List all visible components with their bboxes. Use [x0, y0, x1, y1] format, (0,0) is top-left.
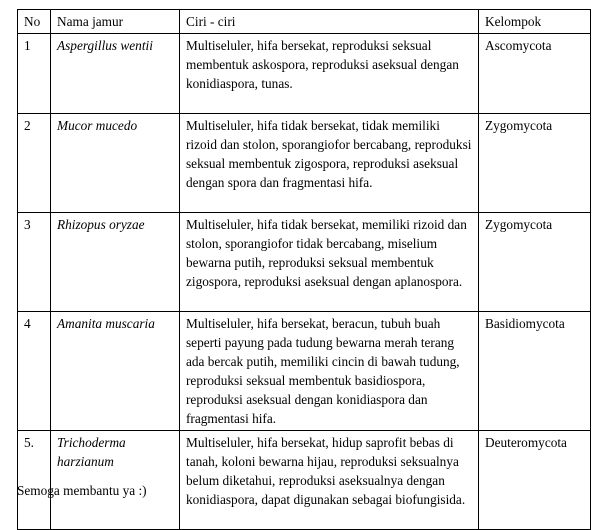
cell-ciri-ciri-value: Multiseluler, hifa bersekat, hidup saprofit bebas di tanah, koloni bewarna hijau, reproduksi seksualnya belum diketahui, reproduksi aseksualnya dengan konidiaspora, dapat digunakan sebagai biofungisida.	[186, 435, 466, 507]
cell-kelompok-value: Deuteromycota	[485, 435, 567, 450]
cell-ciri-ciri-value: Multiseluler, hifa tidak bersekat, memiliki rizoid dan stolon, sporangiofor tidak bercabang, miselium bewarna putih, reproduksi seksual membentuk zigospora, reproduksi aseksual dengan aplanospora.	[186, 217, 467, 289]
cell-nama-jamur-value: Mucor mucedo	[57, 118, 138, 133]
table-row	[18, 312, 591, 431]
cell-no-value: 3	[24, 217, 31, 232]
cell-kelompok	[479, 312, 591, 431]
cell-no-value: 1	[24, 38, 31, 53]
table-row	[18, 114, 591, 213]
cell-nama-jamur-value: Amanita muscaria	[57, 316, 155, 331]
column-header-no	[18, 10, 51, 34]
cell-nama-jamur-value: Rhizopus oryzae	[57, 217, 145, 232]
table-header-row	[18, 10, 591, 34]
cell-kelompok-value: Ascomycota	[485, 38, 552, 53]
cell-no-value: 4	[24, 316, 31, 331]
cell-kelompok-value: Zygomycota	[485, 217, 553, 232]
cell-no	[18, 431, 51, 530]
cell-no	[18, 114, 51, 213]
cell-nama-jamur-value: Aspergillus wentii	[57, 38, 153, 53]
footer-note: Semoga membantu ya :)	[17, 483, 147, 498]
cell-nama-jamur	[51, 213, 180, 312]
column-header-ciri-ciri-label: Ciri - ciri	[186, 14, 236, 29]
cell-kelompok	[479, 34, 591, 114]
fungi-characteristics-table	[17, 9, 591, 530]
cell-nama-jamur	[51, 114, 180, 213]
cell-nama-jamur	[51, 34, 180, 114]
cell-kelompok	[479, 114, 591, 213]
column-header-no-label: No	[24, 14, 41, 29]
cell-ciri-ciri	[180, 114, 479, 213]
table-row	[18, 431, 591, 530]
cell-ciri-ciri-value: Multiseluler, hifa bersekat, beracun, tubuh buah seperti payung pada tudung bewarna merah terang ada bercak putih, memiliki cincin di bawah tudung, reproduksi seksual membentuk basidiospora, reproduksi aseksual dengan konidiaspora dan fragmentasi hifa.	[186, 316, 460, 426]
cell-no	[18, 34, 51, 114]
table-row	[18, 213, 591, 312]
column-header-nama-jamur-label: Nama jamur	[57, 14, 124, 29]
cell-ciri-ciri	[180, 34, 479, 114]
cell-ciri-ciri-value: Multiseluler, hifa bersekat, reproduksi seksual membentuk askospora, reproduksi aseksual dengan konidiaspora, tunas.	[186, 38, 459, 91]
table-row	[18, 34, 591, 114]
cell-kelompok-value: Zygomycota	[485, 118, 553, 133]
column-header-kelompok-label: Kelompok	[485, 14, 542, 29]
cell-kelompok	[479, 213, 591, 312]
cell-ciri-ciri	[180, 213, 479, 312]
column-header-nama-jamur	[51, 10, 180, 34]
column-header-ciri-ciri	[180, 10, 479, 34]
cell-kelompok	[479, 431, 591, 530]
cell-no-value: 5.	[24, 435, 34, 450]
cell-no	[18, 312, 51, 431]
cell-kelompok-value: Basidiomycota	[485, 316, 565, 331]
cell-ciri-ciri-value: Multiseluler, hifa tidak bersekat, tidak memiliki rizoid dan stolon, sporangiofor bercabang, reproduksi seksual membentuk zigospora, reproduksi aseksual dengan spora dan fragmentasi hifa.	[186, 118, 472, 190]
cell-ciri-ciri	[180, 312, 479, 431]
column-header-kelompok	[479, 10, 591, 34]
cell-no-value: 2	[24, 118, 31, 133]
cell-nama-jamur-value: Trichoderma harzianum	[57, 435, 126, 469]
cell-nama-jamur	[51, 312, 180, 431]
cell-ciri-ciri	[180, 431, 479, 530]
cell-nama-jamur	[51, 431, 180, 530]
cell-no	[18, 213, 51, 312]
